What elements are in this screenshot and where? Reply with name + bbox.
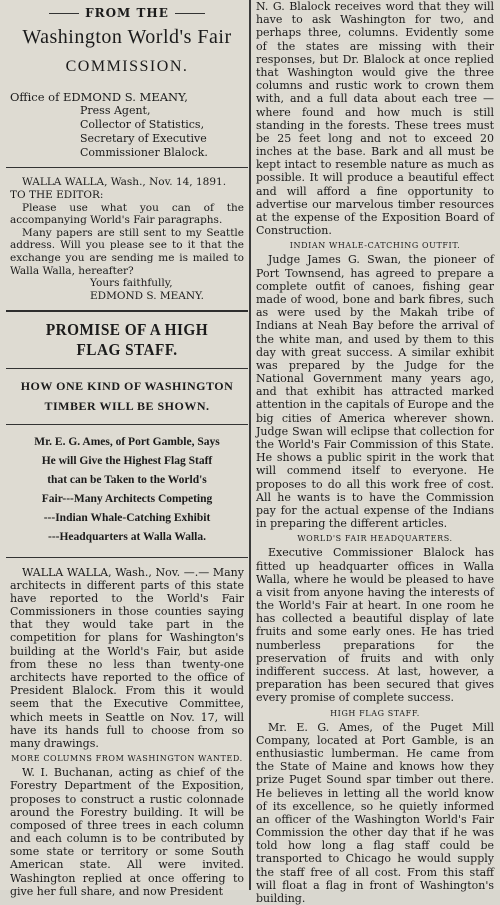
divider: [6, 557, 248, 558]
deck-line: that can be Taken to the World's: [47, 473, 207, 486]
masthead-commission: COMMISSION.: [65, 58, 189, 75]
letter-paragraph: Please use what you can of the accompanying World's Fair paragraphs.: [10, 201, 244, 227]
office-title-collector: Collector of Statistics,: [80, 118, 205, 132]
article-paragraph: Executive Commissioner Blalock has fitted up headquarter offices in Walla Walla, where he would be pleased to have a visit from anyone having the interests of the World's Fair at heart. In one room he has collected a beautiful display of late fruits and some early ones. He has tried numberless preparations for the preservation of fruits and with only indifferent success. At last, however, a preparation has been secured that gives every promise of complete success.: [256, 546, 494, 705]
section-heading: MORE COLUMNS FROM WASHINGTON WANTED.: [11, 754, 243, 764]
office-title-secretary: Secretary of Executive: [80, 131, 207, 145]
headline: PROMISE OF A HIGH FLAG STAFF.: [45, 320, 209, 360]
article-paragraph: Judge James G. Swan, the pioneer of Port Townsend, has agreed to prepare a complete outfit of canoes, fishing gear made of wood, bone and bark fibres, such as were used by the Makah tribe of Indians at Neah Bay before the arrival of the white man, and used by them to this day with great success. A similar exhibit was prepared by the Judge for the National Government many years ago, and that exhibit has attracted marked attention in the capitals of Europe and the big cities of America wherever shown. Judge Swan will eclipse that collection for the World's Fair Commission of this State. He shows a public spirit in the work that will commend itself to everyone. He proposes to do all this work free of cost. All he wants is to have the Commission pay for the actual expense of the Indians in preparing the different articles.: [256, 253, 494, 531]
deck: [10, 433, 244, 547]
article-paragraph: W. I. Buchanan, acting as chief of the Forestry Department of the Exposition, proposes to construct a rustic colonnade around the Forestry building. It will be composed of three trees in each column and each column is to be contributed by some state or territory or some South American state. All were invited. Washington replied at once offering to give her full share, and now President: [10, 766, 244, 898]
office-title-commissioner: Commissioner Blalock.: [80, 145, 208, 159]
article-paragraph: Mr. E. G. Ames, of the Puget Mill Company, located at Port Gamble, is an enthusiastic lumberman. He came from the State of Maine and knows how they prize Puget Sound spar timber out there. He believes in letting all the world know of its excellence, so he quietly informed an officer of the Washington World's Fair Commission the other day that if he was told how long a flag staff could be transported to Chicago he would supply the staff free of all cost. From this staff will float a flag in front of Washington's building.: [256, 720, 494, 905]
letter-paragraph: Many papers are still sent to my Seattle address. Will you please see to it that the exchange you are sending me is mailed to Walla Walla, hereafter?: [10, 226, 244, 277]
divider: [6, 167, 248, 168]
section-heading: HIGH FLAG STAFF.: [330, 708, 420, 718]
letter-signature: EDMOND S. MEANY.: [90, 289, 204, 302]
deck-line: Mr. E. G. Ames, of Port Gamble, Says: [34, 435, 220, 448]
letter-salutation: TO THE EDITOR:: [10, 188, 104, 201]
office-block: [10, 90, 244, 159]
letter-dateline: WALLA WALLA, Wash., Nov. 14, 1891.: [22, 176, 227, 189]
office-line: Office of EDMOND S. MEANY,: [10, 90, 188, 104]
right-column: [250, 0, 500, 905]
section-heading: WORLD'S FAIR HEADQUARTERS.: [297, 534, 453, 544]
deck-line: ---Headquarters at Walla Walla.: [47, 530, 207, 543]
divider: [6, 368, 248, 369]
subheadline: HOW ONE KIND OF WASHINGTON: [20, 379, 234, 394]
article-paragraph: WALLA WALLA, Wash., Nov. —.— Many architects in different parts of this state have reported to the World's Fair Commissioners in those counties saying that they would take part in the competition for plans for Washington's building at the World's Fair, but aside from these no less than twenty-one architects have reported to the office of President Blalock. From this it would seem that the Executive Committee, which meets in Seattle on Nov. 17, will have its hands full to choose from so many drawings.: [10, 565, 244, 750]
divider: [6, 424, 248, 425]
office-title-press-agent: Press Agent,: [80, 104, 151, 118]
deck-line: ---Indian Whale-Catching Exhibit: [43, 511, 211, 524]
deck-line: Fair---Many Architects Competing: [41, 492, 213, 505]
masthead-title: Washington World's Fair: [22, 26, 232, 48]
article-paragraph: N. G. Blalock receives word that they will have to ask Washington for two, and perhaps three, columns. Evidently some of the states are missing with their responses, but Dr. Blalock at once replied that Washington would give the three columns and rustic work to crown them with, and a full data about each tree —where found and how much is still standing in the forests. These trees must be 25 feet long and not to exceed 20 inches at the base. Bark and all must be kept intact to resemble nature as much as possible. It will produce a beautiful effect and will afford a fine opportunity to advertise our marvelous timber resources at the expense of the Exposition Board of Construction.: [256, 0, 494, 238]
subheadline: TIMBER WILL BE SHOWN.: [44, 398, 210, 413]
deck-line: He will Give the Highest Flag Staff: [41, 454, 213, 467]
masthead-from-the: FROM THE: [10, 6, 244, 20]
divider: [6, 310, 248, 312]
section-heading: INDIAN WHALE-CATCHING OUTFIT.: [289, 241, 461, 251]
letter-closing: Yours faithfully,: [90, 277, 173, 290]
left-column: [0, 0, 250, 898]
